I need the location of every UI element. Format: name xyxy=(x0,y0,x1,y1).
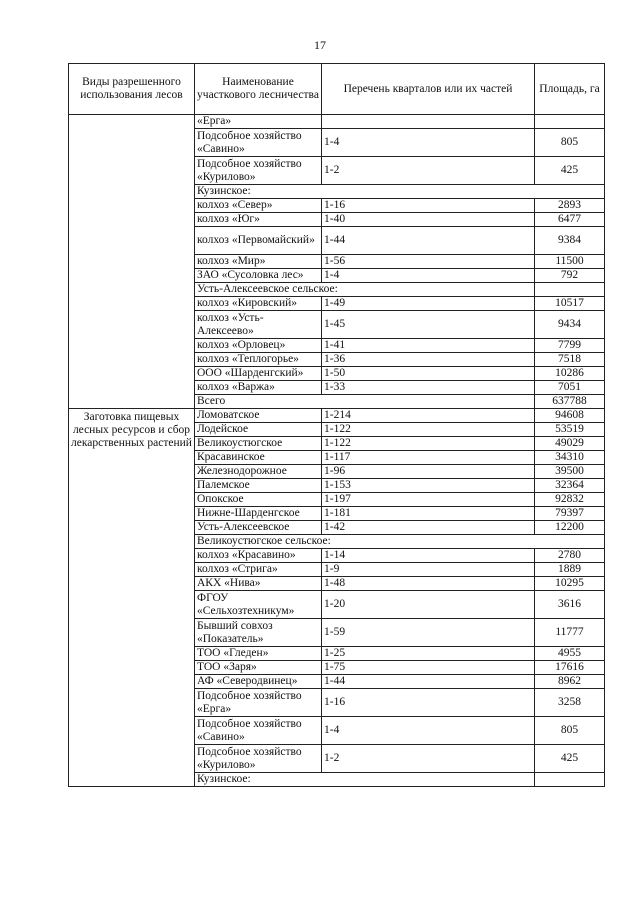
quarters-cell: 1-50 xyxy=(322,367,535,381)
forestry-name: Нижне-Шарденгское xyxy=(195,507,322,521)
area-cell: 39500 xyxy=(535,465,605,479)
area-cell: 7518 xyxy=(535,353,605,367)
quarters-cell: 1-48 xyxy=(322,577,535,591)
quarters-cell: 1-96 xyxy=(322,465,535,479)
forestry-name: колхоз «Первомайский» xyxy=(195,227,322,255)
quarters-cell: 1-36 xyxy=(322,353,535,367)
quarters-cell: 1-25 xyxy=(322,647,535,661)
area-cell: 3616 xyxy=(535,591,605,619)
group-heading: Кузинское: xyxy=(195,773,535,787)
forestry-name: ЗАО «Сусоловка лес» xyxy=(195,269,322,283)
header-row xyxy=(69,64,605,115)
area-cell: 10295 xyxy=(535,577,605,591)
forestry-name: колхоз «Север» xyxy=(195,199,322,213)
quarters-cell: 1-197 xyxy=(322,493,535,507)
header-quarters: Перечень кварталов или их частей xyxy=(322,64,535,115)
page-number: 17 xyxy=(314,38,326,52)
area-cell: 2893 xyxy=(535,199,605,213)
forestry-name: Красавинское xyxy=(195,451,322,465)
area-cell: 9384 xyxy=(535,227,605,255)
quarters-cell: 1-20 xyxy=(322,591,535,619)
area-cell: 3258 xyxy=(535,689,605,717)
forestry-name: Опокское xyxy=(195,493,322,507)
area-cell: 11500 xyxy=(535,255,605,269)
area-cell: 9434 xyxy=(535,311,605,339)
forestry-name: колхоз «Красавино» xyxy=(195,549,322,563)
quarters-cell: 1-14 xyxy=(322,549,535,563)
forestry-name: колхоз «Мир» xyxy=(195,255,322,269)
total-label: Всего xyxy=(195,395,535,409)
quarters-cell: 1-59 xyxy=(322,619,535,647)
quarters-cell: 1-9 xyxy=(322,563,535,577)
quarters-cell: 1-153 xyxy=(322,479,535,493)
quarters-cell: 1-75 xyxy=(322,661,535,675)
area-cell xyxy=(535,283,605,297)
area-cell: 8962 xyxy=(535,675,605,689)
quarters-cell: 1-122 xyxy=(322,423,535,437)
quarters-cell: 1-16 xyxy=(322,199,535,213)
forestry-name: Бывший совхоз «Показатель» xyxy=(195,619,322,647)
forestry-name: Подсобное хозяйство «Ерга» xyxy=(195,689,322,717)
quarters-cell: 1-33 xyxy=(322,381,535,395)
area-cell: 2780 xyxy=(535,549,605,563)
quarters-cell: 1-4 xyxy=(322,717,535,745)
forestry-name: колхоз «Варжа» xyxy=(195,381,322,395)
quarters-cell: 1-49 xyxy=(322,297,535,311)
forestry-name: ТОО «Гледен» xyxy=(195,647,322,661)
area-cell: 805 xyxy=(535,717,605,745)
area-cell: 92832 xyxy=(535,493,605,507)
forest-use-table xyxy=(68,63,605,787)
header-area: Площадь, га xyxy=(535,64,605,115)
use-kind-cell xyxy=(69,115,195,409)
quarters-cell: 1-45 xyxy=(322,311,535,339)
area-cell: 53519 xyxy=(535,423,605,437)
area-cell xyxy=(535,773,605,787)
quarters-cell: 1-4 xyxy=(322,269,535,283)
use-kind-cell: Заготовка пищевых лесных ресурсов и сбор лекарственных растений xyxy=(69,409,195,787)
forestry-name: ООО «Шарденгский» xyxy=(195,367,322,381)
forestry-name: Подсобное хозяйство «Савино» xyxy=(195,129,322,157)
area-cell: 1889 xyxy=(535,563,605,577)
forestry-name: Железнодорожное xyxy=(195,465,322,479)
forestry-name: Великоустюгское xyxy=(195,437,322,451)
area-cell: 49029 xyxy=(535,437,605,451)
quarters-cell: 1-122 xyxy=(322,437,535,451)
forestry-name: колхоз «Орловец» xyxy=(195,339,322,353)
quarters-cell: 1-56 xyxy=(322,255,535,269)
quarters-cell: 1-2 xyxy=(322,157,535,185)
forestry-name: Усть-Алексеевское xyxy=(195,521,322,535)
forestry-name: Подсобное хозяйство «Савино» xyxy=(195,717,322,745)
table-row xyxy=(69,115,605,129)
total-area: 637788 xyxy=(535,395,605,409)
quarters-cell: 1-117 xyxy=(322,451,535,465)
quarters-cell: 1-181 xyxy=(322,507,535,521)
forestry-name: Ломоватское xyxy=(195,409,322,423)
area-cell: 10286 xyxy=(535,367,605,381)
forestry-name: «Ерга» xyxy=(195,115,322,129)
quarters-cell: 1-2 xyxy=(322,745,535,773)
area-cell: 7799 xyxy=(535,339,605,353)
area-cell: 34310 xyxy=(535,451,605,465)
quarters-cell xyxy=(322,115,535,129)
quarters-cell: 1-4 xyxy=(322,129,535,157)
forestry-name: Палемское xyxy=(195,479,322,493)
area-cell: 94608 xyxy=(535,409,605,423)
quarters-cell: 1-41 xyxy=(322,339,535,353)
forestry-name: Подсобное хозяйство «Курилово» xyxy=(195,745,322,773)
area-cell: 792 xyxy=(535,269,605,283)
forestry-name: АКХ «Нива» xyxy=(195,577,322,591)
group-heading: Великоустюгское сельское: xyxy=(195,535,605,549)
quarters-cell: 1-16 xyxy=(322,689,535,717)
table-row xyxy=(69,409,605,423)
group-heading: Усть-Алексеевское сельское: xyxy=(195,283,535,297)
forestry-name: колхоз «Усть-Алексеево» xyxy=(195,311,322,339)
group-heading: Кузинское: xyxy=(195,185,605,199)
forestry-name: АФ «Северодвинец» xyxy=(195,675,322,689)
forestry-name: ТОО «Заря» xyxy=(195,661,322,675)
quarters-cell: 1-40 xyxy=(322,213,535,227)
quarters-cell: 1-42 xyxy=(322,521,535,535)
forestry-name: Подсобное хозяйство «Курилово» xyxy=(195,157,322,185)
area-cell: 32364 xyxy=(535,479,605,493)
area-cell: 805 xyxy=(535,129,605,157)
forestry-name: ФГОУ «Сельхозтехникум» xyxy=(195,591,322,619)
area-cell: 425 xyxy=(535,745,605,773)
area-cell: 6477 xyxy=(535,213,605,227)
forestry-name: колхоз «Юг» xyxy=(195,213,322,227)
area-cell xyxy=(535,115,605,129)
area-cell: 12200 xyxy=(535,521,605,535)
area-cell: 79397 xyxy=(535,507,605,521)
area-cell: 4955 xyxy=(535,647,605,661)
header-kind: Виды разрешенного использования лесов xyxy=(69,64,195,115)
quarters-cell: 1-214 xyxy=(322,409,535,423)
area-cell: 425 xyxy=(535,157,605,185)
area-cell: 7051 xyxy=(535,381,605,395)
quarters-cell: 1-44 xyxy=(322,675,535,689)
forestry-name: Лодейское xyxy=(195,423,322,437)
area-cell: 11777 xyxy=(535,619,605,647)
forestry-name: колхоз «Кировский» xyxy=(195,297,322,311)
forestry-name: колхоз «Теплогорье» xyxy=(195,353,322,367)
area-cell: 17616 xyxy=(535,661,605,675)
quarters-cell: 1-44 xyxy=(322,227,535,255)
area-cell: 10517 xyxy=(535,297,605,311)
forestry-name: колхоз «Стрига» xyxy=(195,563,322,577)
header-forestry: Наименование участкового лесничества xyxy=(195,64,322,115)
